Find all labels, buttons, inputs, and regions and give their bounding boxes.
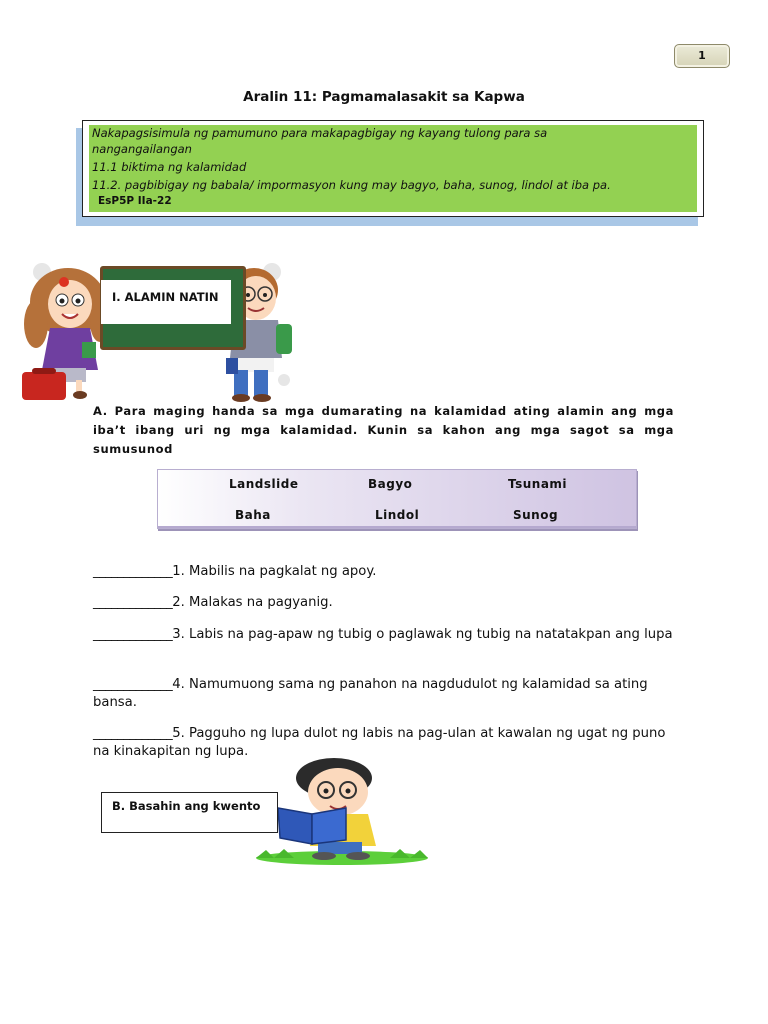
objective-line: nangangailangan bbox=[92, 142, 192, 156]
part-b-heading: B. Basahin ang kwento bbox=[112, 799, 261, 813]
page-number-badge: 1 bbox=[674, 44, 730, 68]
choice-word: Tsunami bbox=[508, 477, 568, 491]
choice-word: Bagyo bbox=[368, 477, 413, 491]
answer-blank[interactable]: _____________ bbox=[93, 627, 173, 642]
question-text: 2. Malakas na pagyanig. bbox=[172, 595, 333, 610]
objective-line: Nakapagsisimula ng pamumuno para makapagbigay ng kayang tulong para sa bbox=[92, 126, 548, 140]
answer-blank[interactable]: _____________ bbox=[93, 595, 173, 610]
question-text: 3. Labis na pag-apaw ng tubig o paglawak ng tubig na natatakpan ang lupa bbox=[172, 627, 673, 642]
question-text: 5. Pagguho ng lupa dulot ng labis na pag-ulan at kawalan ng ugat ng puno na kinakapitan ng lupa. bbox=[93, 726, 666, 759]
question-item bbox=[93, 563, 683, 581]
question-item bbox=[93, 594, 683, 612]
choice-word: Baha bbox=[235, 508, 271, 522]
question-item bbox=[93, 626, 683, 644]
objective-code: EsP5P IIa-22 bbox=[98, 195, 172, 207]
part-a-instructions: A. Para maging handa sa mga dumarating na kalamidad ating alamin ang mga iba’t ibang uri ng mga kalamidad. Kunin sa kahon ang mga sagot sa mga sumusunod bbox=[93, 404, 674, 456]
question-item bbox=[93, 676, 683, 712]
objective-line: 11.1 biktima ng kalamidad bbox=[92, 160, 247, 174]
section-heading: I. ALAMIN NATIN bbox=[112, 290, 219, 304]
answer-blank[interactable]: _____________ bbox=[93, 726, 173, 741]
question-text: 1. Mabilis na pagkalat ng apoy. bbox=[172, 564, 377, 579]
question-text: 4. Namumuong sama ng panahon na nagdudulot ng kalamidad sa ating bansa. bbox=[93, 677, 648, 710]
objective-line: 11.2. pagbibigay ng babala/ impormasyon kung may bagyo, baha, sunog, lindol at iba pa. bbox=[92, 178, 611, 192]
lesson-title: Aralin 11: Pagmamalasakit sa Kapwa bbox=[243, 89, 525, 105]
choice-word: Sunog bbox=[513, 508, 559, 522]
choice-word: Lindol bbox=[375, 508, 420, 522]
answer-blank[interactable]: _____________ bbox=[93, 564, 173, 579]
choice-word: Landslide bbox=[229, 477, 299, 491]
answer-blank[interactable]: _____________ bbox=[93, 677, 173, 692]
